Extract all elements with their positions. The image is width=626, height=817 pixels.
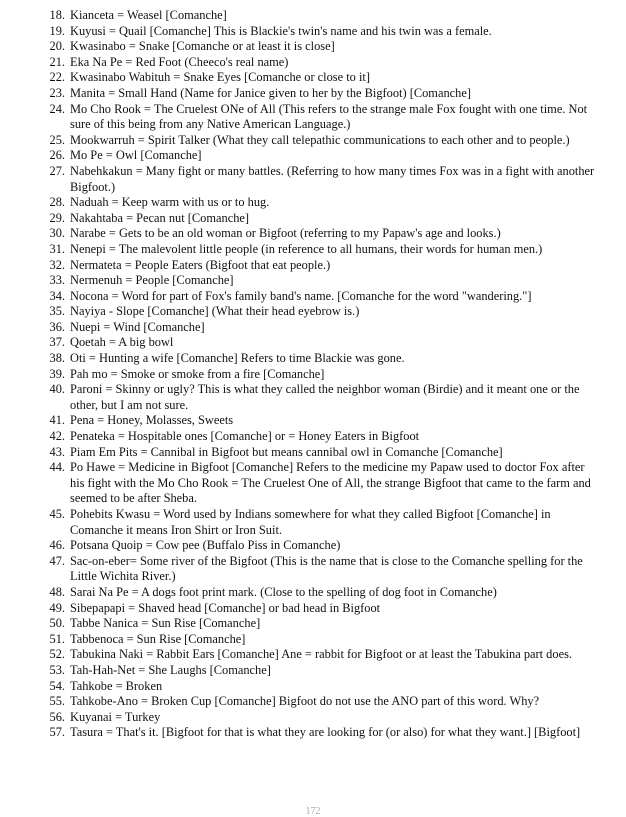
glossary-entry: [40, 164, 600, 195]
entry-text: Mo Cho Rook = The Cruelest ONe of All (This refers to the strange male Fox fought with one time. Not sure of this being from any Native American Language.): [70, 101, 588, 132]
entry-number: 28.: [49, 195, 65, 210]
glossary-entry: [40, 102, 600, 133]
entry-text: Mookwarruh = Spirit Talker (What they call telepathic communications to each other and to people.): [70, 132, 570, 147]
entry-number: 40.: [49, 382, 65, 397]
entry-number: 31.: [49, 241, 65, 256]
entry-text: Penateka = Hospitable ones [Comanche] or = Honey Eaters in Bigfoot: [70, 429, 420, 444]
glossary-entry: [40, 445, 600, 461]
glossary-entry: [40, 351, 600, 367]
entry-number: 23.: [49, 85, 65, 100]
entry-number: 27.: [49, 163, 65, 178]
glossary-entry: [40, 538, 600, 554]
glossary-entry: [40, 320, 600, 336]
entry-number: 46.: [49, 538, 65, 553]
entry-text: Kuyanai = Turkey: [70, 709, 161, 724]
entry-number: 47.: [49, 553, 65, 568]
glossary-entry: [40, 335, 600, 351]
entry-text: Tasura = That's it. [Bigfoot for that is what they are looking for (or also) for what they want.] [Bigfoot]: [70, 725, 581, 740]
entry-number: 51.: [49, 631, 65, 646]
glossary-entry: [40, 148, 600, 164]
entry-text: Nakahtaba = Pecan nut [Comanche]: [70, 210, 250, 225]
entry-text: Nermateta = People Eaters (Bigfoot that eat people.): [70, 257, 331, 272]
glossary-entry: [40, 725, 600, 741]
glossary-entry: [40, 226, 600, 242]
page-number: 172: [305, 806, 321, 817]
entry-number: 48.: [49, 584, 65, 599]
entry-text: Nabehkakun = Many fight or many battles. (Referring to how many times Fox was in a fight with another Bigfoot.): [70, 163, 595, 194]
entry-number: 21.: [49, 54, 65, 69]
glossary-entry: [40, 367, 600, 383]
glossary-entry: [40, 55, 600, 71]
entry-number: 49.: [49, 600, 65, 615]
entry-text: Pah mo = Smoke or smoke from a fire [Comanche]: [70, 366, 325, 381]
glossary-entry: [40, 242, 600, 258]
entry-text: Tah-Hah-Net = She Laughs [Comanche]: [70, 662, 271, 677]
entry-text: Naduah = Keep warm with us or to hug.: [70, 195, 270, 210]
glossary-entry: [40, 710, 600, 726]
glossary-entry: [40, 382, 600, 413]
entry-text: Qoetah = A big bowl: [70, 335, 174, 350]
entry-number: 36.: [49, 319, 65, 334]
glossary-entry: [40, 273, 600, 289]
glossary-entry: [40, 24, 600, 40]
glossary-entry: [40, 616, 600, 632]
entry-text: Tahkobe = Broken: [70, 678, 163, 693]
entry-number: 38.: [49, 351, 65, 366]
glossary-entry: [40, 289, 600, 305]
entry-text: Tabukina Naki = Rabbit Ears [Comanche] Ane = rabbit for Bigfoot or at least the Tabukina part does.: [70, 647, 572, 662]
entry-number: 30.: [49, 226, 65, 241]
entry-number: 29.: [49, 210, 65, 225]
entry-number: 37.: [49, 335, 65, 350]
entry-number: 56.: [49, 709, 65, 724]
glossary-entry: [40, 507, 600, 538]
entry-text: Sibepapapi = Shaved head [Comanche] or bad head in Bigfoot: [70, 600, 381, 615]
entry-text: Narabe = Gets to be an old woman or Bigfoot (referring to my Papaw's age and looks.): [70, 226, 501, 241]
glossary-list: [40, 8, 600, 741]
glossary-entry: [40, 694, 600, 710]
glossary-entry: [40, 8, 600, 24]
entry-text: Tahkobe-Ano = Broken Cup [Comanche] Bigfoot do not use the ANO part of this word. Why?: [70, 694, 540, 709]
entry-text: Nuepi = Wind [Comanche]: [70, 319, 205, 334]
entry-text: Piam Em Pits = Cannibal in Bigfoot but means cannibal owl in Comanche [Comanche]: [70, 444, 503, 459]
entry-number: 57.: [49, 725, 65, 740]
entry-text: Kuyusi = Quail [Comanche] This is Blackie's twin's name and his twin was a female.: [70, 23, 492, 38]
entry-text: Kwasinabo Wabituh = Snake Eyes [Comanche or close to it]: [70, 70, 370, 85]
entry-number: 52.: [49, 647, 65, 662]
entry-text: Sarai Na Pe = A dogs foot print mark. (Close to the spelling of dog foot in Comanche): [70, 584, 497, 599]
entry-text: Nayiya - Slope [Comanche] (What their head eyebrow is.): [70, 304, 360, 319]
entry-number: 44.: [49, 460, 65, 475]
entry-number: 33.: [49, 273, 65, 288]
glossary-entry: [40, 554, 600, 585]
entry-number: 39.: [49, 366, 65, 381]
entry-text: Kianceta = Weasel [Comanche]: [70, 8, 227, 22]
entry-number: 22.: [49, 70, 65, 85]
entry-text: Oti = Hunting a wife [Comanche] Refers to time Blackie was gone.: [70, 351, 405, 366]
entry-text: Eka Na Pe = Red Foot (Cheeco's real name): [70, 54, 289, 69]
entry-number: 55.: [49, 694, 65, 709]
glossary-entry: [40, 133, 600, 149]
glossary-entry: [40, 679, 600, 695]
entry-text: Po Hawe = Medicine in Bigfoot [Comanche] Refers to the medicine my Papaw used to doctor Fox after his fight with the Mo Cho Rook = The Cruelest One of All, the strange Bigfoot that came to the farm and seemed to be after Sheba.: [70, 460, 591, 506]
entry-text: Kwasinabo = Snake [Comanche or at least it is close]: [70, 39, 335, 54]
entry-text: Nocona = Word for part of Fox's family band's name. [Comanche for the word "wandering."]: [70, 288, 532, 303]
glossary-entry: [40, 647, 600, 663]
entry-number: 18.: [49, 8, 65, 22]
entry-number: 35.: [49, 304, 65, 319]
glossary-entry: [40, 460, 600, 507]
entry-text: Tabbe Nanica = Sun Rise [Comanche]: [70, 616, 261, 631]
entry-number: 32.: [49, 257, 65, 272]
glossary-entry: [40, 601, 600, 617]
entry-text: Potsana Quoip = Cow pee (Buffalo Piss in Comanche): [70, 538, 341, 553]
entry-text: Mo Pe = Owl [Comanche]: [70, 148, 202, 163]
entry-number: 53.: [49, 662, 65, 677]
glossary-entry: [40, 632, 600, 648]
entry-number: 20.: [49, 39, 65, 54]
glossary-entry: [40, 39, 600, 55]
entry-number: 25.: [49, 132, 65, 147]
entry-text: Manita = Small Hand (Name for Janice given to her by the Bigfoot) [Comanche]: [70, 85, 471, 100]
glossary-entry: [40, 304, 600, 320]
entry-text: Nermenuh = People [Comanche]: [70, 273, 234, 288]
entry-text: Nenepi = The malevolent little people (in reference to all humans, their words for human men.): [70, 241, 543, 256]
entry-text: Tabbenoca = Sun Rise [Comanche]: [70, 631, 246, 646]
entry-number: 19.: [49, 23, 65, 38]
entry-number: 54.: [49, 678, 65, 693]
glossary-entry: [40, 86, 600, 102]
glossary-entry: [40, 663, 600, 679]
glossary-entry: [40, 413, 600, 429]
glossary-entry: [40, 258, 600, 274]
glossary-entry: [40, 585, 600, 601]
entry-number: 45.: [49, 507, 65, 521]
entry-number: 42.: [49, 429, 65, 444]
entry-number: 43.: [49, 444, 65, 459]
entry-text: Sac-on-eber= Some river of the Bigfoot (This is the name that is close to the Comanche spelling for the Little Wichita River.): [70, 553, 583, 584]
entry-text: Pena = Honey, Molasses, Sweets: [70, 413, 234, 428]
glossary-entry: [40, 429, 600, 445]
entry-number: 41.: [49, 413, 65, 428]
entry-text: Pohebits Kwasu = Word used by Indians somewhere for what they called Bigfoot [Comanche] in Comanche it means Iron Shirt or Iron Suit.: [70, 507, 551, 537]
entry-number: 50.: [49, 616, 65, 631]
glossary-entry: [40, 195, 600, 211]
entry-number: 24.: [49, 101, 65, 116]
entry-number: 34.: [49, 288, 65, 303]
entry-number: 26.: [49, 148, 65, 163]
glossary-entry: [40, 70, 600, 86]
entry-text: Paroni = Skinny or ugly? This is what they called the neighbor woman (Birdie) and it meant one or the other, but I am not sure.: [70, 382, 580, 412]
glossary-entry: [40, 211, 600, 227]
